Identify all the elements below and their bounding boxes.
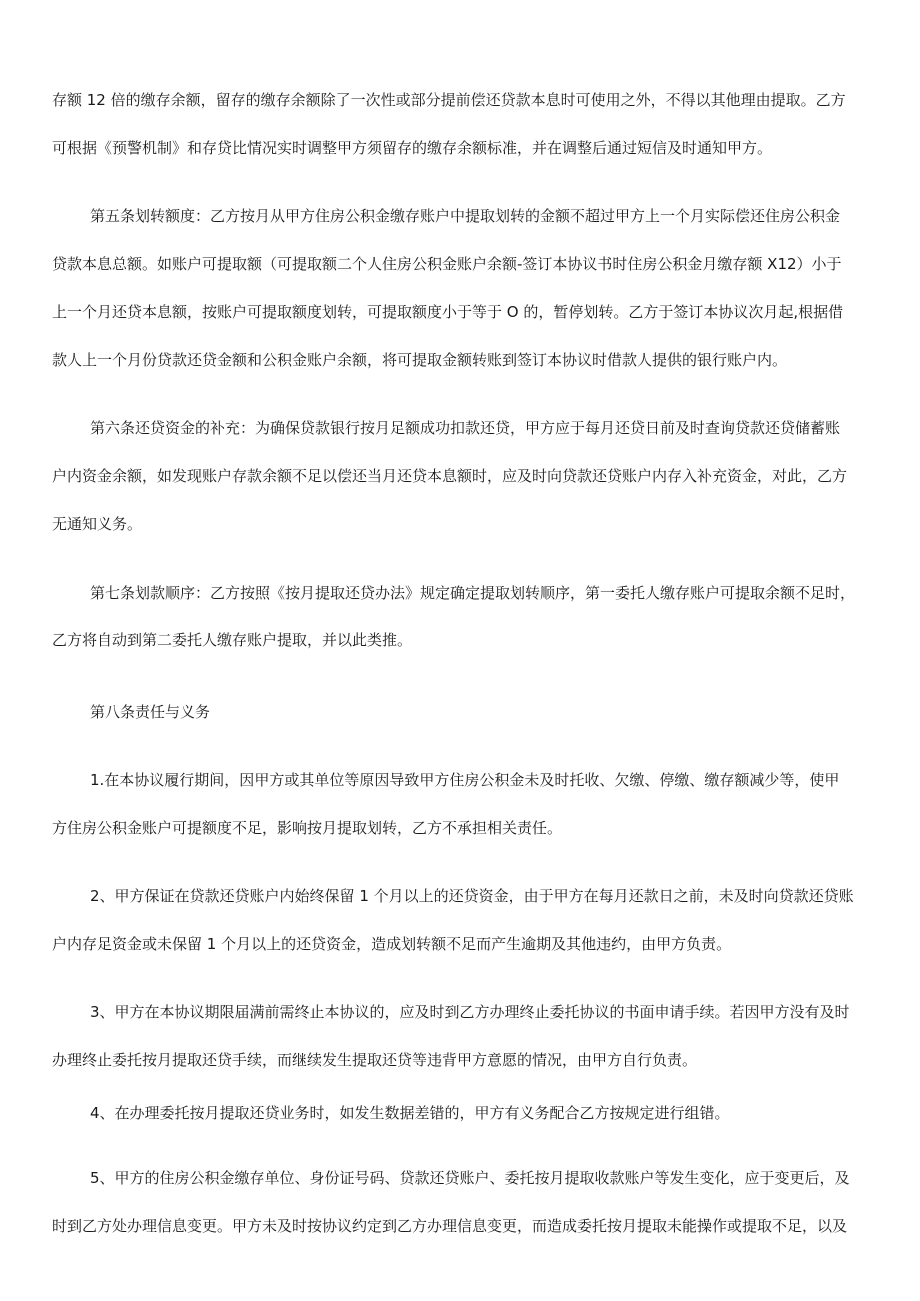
article-6-first-line: 第六条还贷资金的补充：为确保贷款银行按月足额成功扣款还贷，甲方应于每月还贷日前及时查询贷款还贷储蓄账	[90, 419, 841, 437]
text-line: 款人上一个月份贷款还贷金额和公积金账户余额，将可提取金额转账到签订本协议时借款人提供的银行账户内。	[52, 351, 788, 369]
text-line: 无通知义务。	[52, 515, 143, 533]
text-line: 户内资金余额，如发现账户存款余额不足以偿还当月还贷本息额时，应及时向贷款还贷账户内存入补充资金，对此，乙方	[52, 467, 848, 485]
text-line: 可根据《预警机制》和存贷比情况实时调整甲方须留存的缴存余额标准，并在调整后通过短信及时通知甲方。	[52, 139, 773, 157]
item-4-line: 4、在办理委托按月提取还贷业务时，如发生数据差错的，甲方有义务配合乙方按规定进行组错。	[90, 1104, 730, 1122]
item-2-first-line: 2、甲方保证在贷款还贷账户内始终保留 1 个月以上的还贷资金，由于甲方在每月还款日之前，未及时向贷款还贷账	[90, 887, 854, 905]
text-line: 时到乙方处办理信息变更。甲方未及时按协议约定到乙方办理信息变更，而造成委托按月提取未能操作或提取不足，以及	[52, 1217, 848, 1235]
item-1-first-line: 1.在本协议履行期间，因甲方或其单位等原因导致甲方住房公积金未及时托收、欠缴、停缴、缴存额减少等，使甲	[90, 771, 840, 789]
text-line: 存额 12 倍的缴存余额，留存的缴存余额除了一次性或部分提前偿还贷款本息时可使用之外，不得以其他理由提取。乙方	[52, 91, 846, 109]
text-line: 办理终止委托按月提取还贷手续，而继续发生提取还贷等违背甲方意愿的情况，由甲方自行负责。	[52, 1051, 698, 1069]
text-line: 乙方将自动到第二委托人缴存账户提取，并以此类推。	[52, 631, 413, 649]
article-5-first-line: 第五条划转额度：乙方按月从甲方住房公积金缴存账户中提取划转的金额不超过甲方上一个月实际偿还住房公积金	[90, 207, 841, 225]
article-8-heading: 第八条责任与义务	[90, 703, 211, 721]
item-3-first-line: 3、甲方在本协议期限届满前需终止本协议的，应及时到乙方办理终止委托协议的书面申请手续。若因甲方没有及时	[90, 1003, 850, 1021]
text-line: 方住房公积金账户可提额度不足，影响按月提取划转，乙方不承担相关责任。	[52, 819, 563, 837]
article-7-first-line: 第七条划款顺序：乙方按照《按月提取还贷办法》规定确定提取划转顺序，第一委托人缴存账户可提取余额不足时，	[90, 584, 856, 602]
text-line: 贷款本息总额。如账户可提取额（可提取额二个人住房公积金账户余额-签订本协议书时住房公积金月缴存额 X12）小于	[52, 255, 842, 273]
text-line: 上一个月还贷本息额，按账户可提取额度划转，可提取额度小于等于 O 的，暂停划转。乙方于签订本协议次月起,根据借	[52, 303, 844, 321]
item-5-first-line: 5、甲方的住房公积金缴存单位、身份证号码、贷款还贷账户、委托按月提取收款账户等发生变化，应于变更后，及	[90, 1169, 850, 1187]
text-line: 户内存足资金或未保留 1 个月以上的还贷资金，造成划转额不足而产生逾期及其他违约，由甲方负责。	[52, 935, 732, 953]
